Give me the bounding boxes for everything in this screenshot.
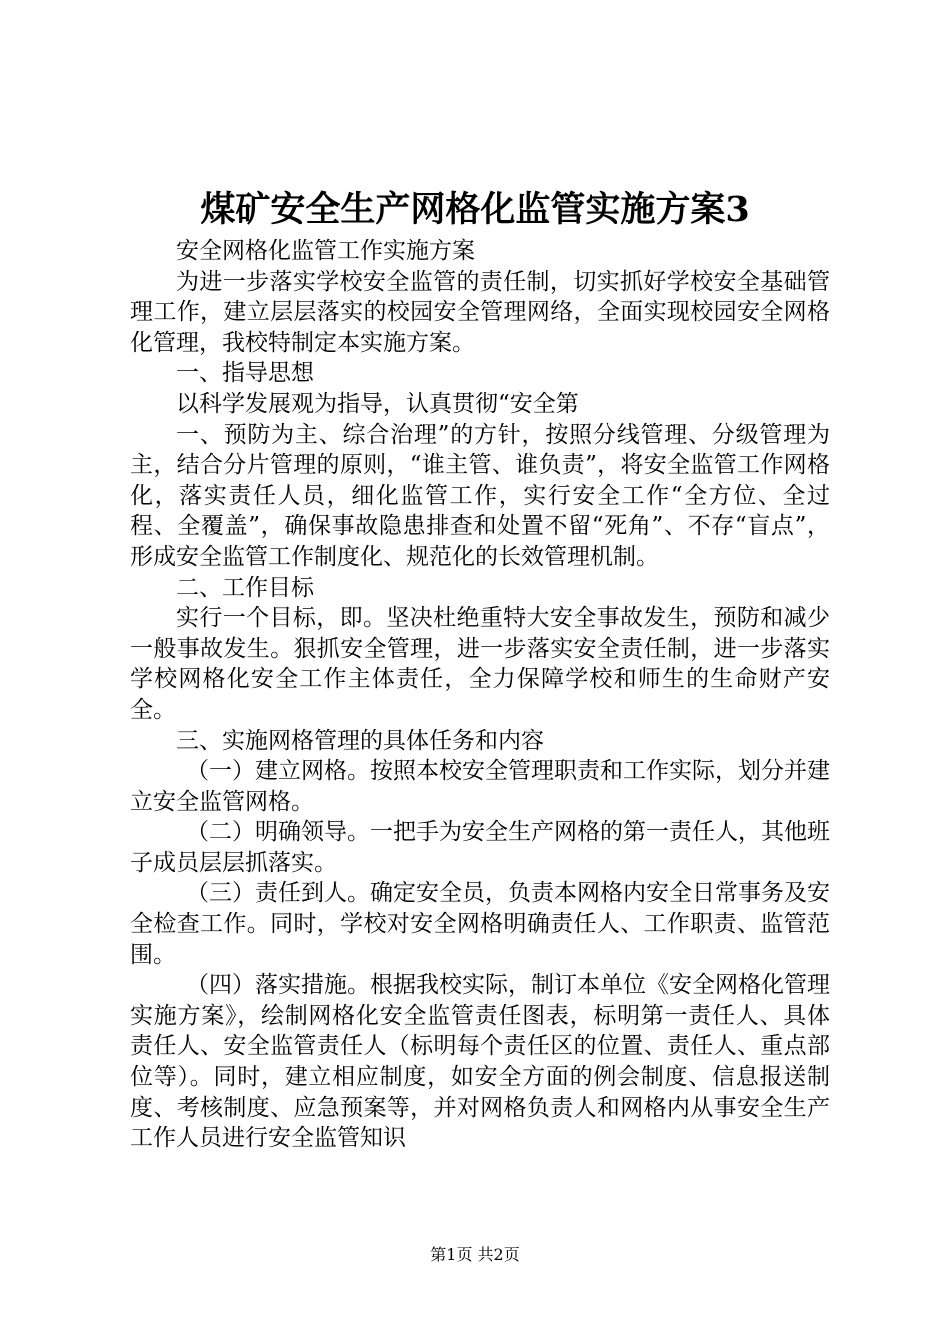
- task-item-assign-responsibility: （三）责任到人。确定安全员，负责本网格内安全日常事务及安全检查工作。同时，学校对安全网格明确责任人、工作职责、监管范围。: [130, 880, 830, 968]
- section-heading-work-goal: 二、工作目标: [176, 574, 314, 601]
- document-title: 煤矿安全生产网格化监管实施方案3: [200, 189, 750, 230]
- task-item-clarify-leadership: （二）明确领导。一把手为安全生产网格的第一责任人，其他班子成员层层抓落实。: [130, 819, 830, 876]
- section-heading-tasks: 三、实施网格管理的具体任务和内容: [176, 727, 544, 754]
- intro-paragraph: 为进一步落实学校安全监管的责任制，切实抓好学校安全基础管理工作，建立层层落实的校园安全管理网络，全面实现校园安全网格化管理，我校特制定本实施方案。: [130, 268, 830, 356]
- subtitle-paragraph: 安全网格化监管工作实施方案: [176, 238, 475, 264]
- policy-paragraph: 一、预防为主、综合治理”的方针，按照分线管理、分级管理为主，结合分片管理的原则，“谁主管、谁负责”，将安全监管工作网格化，落实责任人员，细化监管工作，实行安全工作“全方位、全过程、全覆盖”，确保事故隐患排查和处置不留“死角”、不存“盲点”，形成安全监管工作制度化、规范化的长效管理机制。: [130, 421, 830, 570]
- document-body: [130, 236, 830, 1154]
- section-heading-guiding-thought: 一、指导思想: [176, 360, 314, 387]
- page-number-footer: 第1页 共2页: [430, 1245, 520, 1264]
- task-item-implement-measures: （四）落实措施。根据我校实际，制订本单位《安全网格化管理实施方案》，绘制网格化安全监管责任图表，标明第一责任人、具体责任人、安全监管责任人（标明每个责任区的位置、责任人、重点部位等）。同时，建立相应制度，如安全方面的例会制度、信息报送制度、考核制度、应急预案等，并对网格负责人和网格内从事安全生产工作人员进行安全监管知识: [130, 972, 830, 1152]
- guiding-thought-paragraph: 以科学发展观为指导，认真贯彻“安全第: [176, 390, 579, 417]
- work-goal-paragraph: 实行一个目标，即。坚决杜绝重特大安全事故发生，预防和减少一般事故发生。狠抓安全管理，进一步落实安全责任制，进一步落实学校网格化安全工作主体责任，全力保障学校和师生的生命财产安全。: [130, 605, 830, 723]
- task-item-build-grid: （一）建立网格。按照本校安全管理职责和工作实际，划分并建立安全监管网格。: [130, 758, 830, 815]
